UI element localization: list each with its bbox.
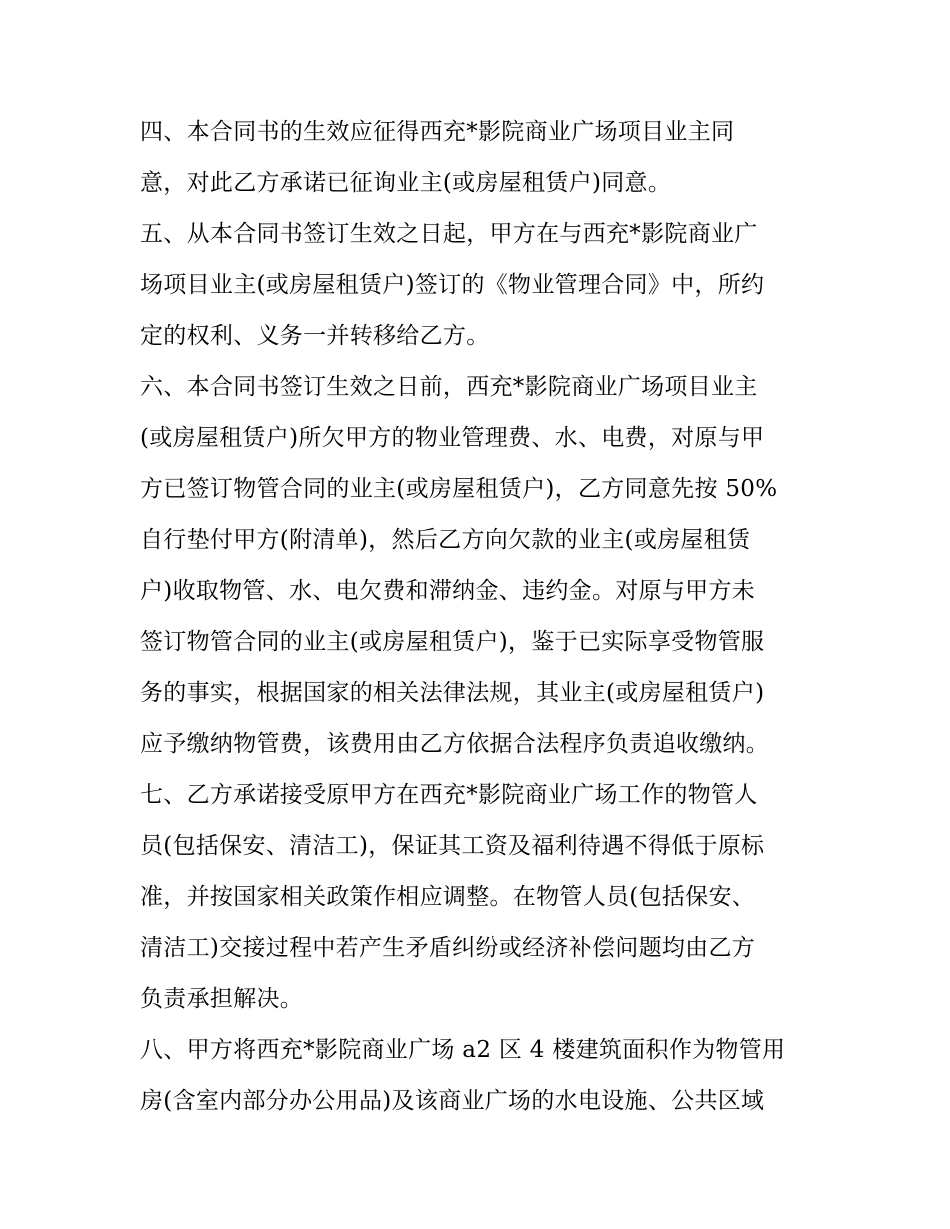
- clause-4-paragraph: [140, 107, 810, 209]
- text-line: 定的权利、义务一并转移给乙方。: [140, 323, 490, 349]
- text-line: 房(含室内部分办公用品)及该商业广场的水电设施、公共区域: [140, 1088, 765, 1114]
- text-line: 务的事实，根据国家的相关法律法规，其业主(或房屋租赁户): [140, 680, 765, 706]
- clause-6-paragraph: [140, 362, 810, 770]
- text-line: 清洁工)交接过程中若产生矛盾纠纷或经济补偿问题均由乙方: [140, 935, 756, 961]
- text-line: 员(包括保安、清洁工)，保证其工资及福利待遇不得低于原标: [140, 833, 765, 859]
- text-line: 方已签订物管合同的业主(或房屋租赁户)，乙方同意先按 50%: [140, 476, 778, 502]
- text-line: 六、本合同书签订生效之日前，西充*影院商业广场项目业主: [140, 374, 758, 400]
- text-line: 准，并按国家相关政策作相应调整。在物管人员(包括保安、: [140, 884, 756, 910]
- text-line: 四、本合同书的生效应征得西充*影院商业广场项目业主同: [140, 119, 735, 145]
- text-line: 自行垫付甲方(附清单)，然后乙方向欠款的业主(或房屋租赁: [140, 527, 751, 553]
- text-line: 户)收取物管、水、电欠费和滞纳金、违约金。对原与甲方未: [140, 578, 756, 604]
- text-line: 场项目业主(或房屋租赁户)签订的《物业管理合同》中，所约: [140, 272, 765, 298]
- clause-7-paragraph: [140, 770, 810, 1025]
- text-line: (或房屋租赁户)所欠甲方的物业管理费、水、电费，对原与甲: [140, 425, 765, 451]
- clause-5-paragraph: [140, 209, 810, 362]
- text-line: 应予缴纳物管费，该费用由乙方依据合法程序负责追收缴纳。: [140, 731, 770, 757]
- text-line: 签订物管合同的业主(或房屋租赁户)，鉴于已实际享受物管服: [140, 629, 765, 655]
- text-line: 负责承担解决。: [140, 986, 304, 1012]
- text-line: 七、乙方承诺接受原甲方在西充*影院商业广场工作的物管人: [140, 782, 758, 808]
- clause-8-paragraph: [140, 1025, 810, 1127]
- text-line: 八、甲方将西充*影院商业广场 a2 区 4 楼建筑面积作为物管用: [140, 1037, 786, 1063]
- text-line: 五、从本合同书签订生效之日起，甲方在与西充*影院商业广: [140, 221, 758, 247]
- text-line: 意，对此乙方承诺已征询业主(或房屋租赁户)同意。: [140, 170, 672, 196]
- document-body: [140, 107, 810, 1127]
